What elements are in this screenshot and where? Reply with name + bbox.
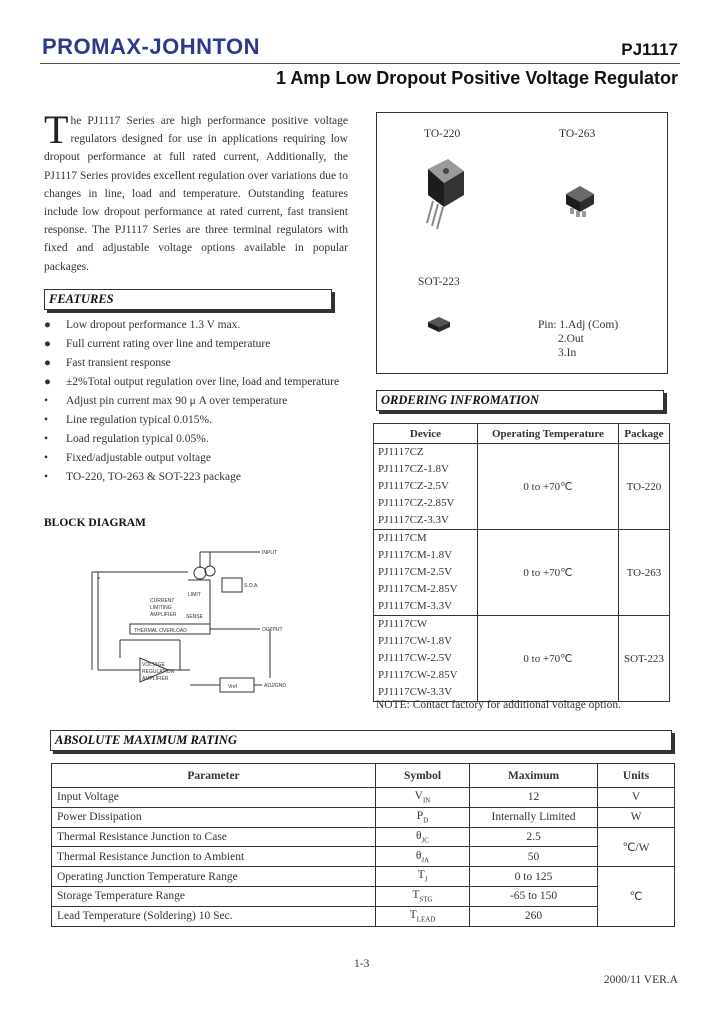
operating-temp: 0 to +70℃ — [478, 616, 619, 702]
device-name: PJ1117CM-2.5V — [378, 566, 453, 578]
intro-paragraph — [44, 107, 348, 276]
param-max: 12 — [470, 788, 598, 808]
diagram-label-adj-gnd: ADJ/GND — [264, 683, 286, 689]
label-to263: TO-263 — [559, 128, 596, 140]
device-name: PJ1117CZ-1.8V — [378, 463, 449, 475]
param-max: 50 — [470, 847, 598, 867]
param-max: -65 to 150 — [470, 886, 598, 906]
param-max: 260 — [470, 906, 598, 926]
device-list — [374, 530, 478, 616]
diagram-label-limit: LIMIT — [188, 592, 201, 598]
table-row — [52, 788, 675, 808]
block-diagram-title: BLOCK DIAGRAM — [44, 517, 146, 529]
param-symbol: $\theta_{JA}$ — [376, 847, 470, 867]
features-list — [44, 316, 344, 487]
page-number: 1-3 — [354, 958, 370, 970]
bullet-icon: ● — [44, 376, 51, 388]
bullet-icon: • — [44, 471, 49, 483]
table-row — [374, 530, 670, 616]
param-symbol: $T_{LEAD}$ — [376, 906, 470, 926]
bullet-icon: • — [44, 395, 49, 407]
param-name: Lead Temperature (Soldering) 10 Sec. — [52, 906, 376, 926]
diagram-label-soa: S.O.A. — [244, 583, 259, 589]
feature-text: TO-220, TO-263 & SOT-223 package — [66, 471, 241, 483]
device-name: PJ1117CM-3.3V — [378, 600, 453, 612]
bullet-icon: ● — [44, 357, 51, 369]
table-header-row — [374, 424, 670, 444]
label-to220: TO-220 — [424, 128, 461, 140]
list-item — [44, 316, 344, 335]
list-item — [44, 411, 344, 430]
col-symbol: Symbol — [376, 764, 470, 788]
bullet-icon: • — [44, 433, 49, 445]
device-list — [374, 444, 478, 530]
diagram-label-input: INPUT — [262, 550, 277, 556]
ordering-heading — [376, 390, 664, 411]
vref-box — [220, 678, 254, 692]
table-header-row — [52, 764, 675, 788]
bullet-icon: ● — [44, 338, 51, 350]
device-name: PJ1117CW-1.8V — [378, 635, 453, 647]
param-symbol: $\theta_{JC}$ — [376, 827, 470, 847]
abs-max-table — [51, 763, 675, 927]
feature-text: Load regulation typical 0.05%. — [66, 433, 209, 445]
feature-text: Fast transient response — [66, 357, 171, 369]
list-item — [44, 373, 344, 392]
device-name: PJ1117CW — [378, 618, 428, 630]
param-unit: W — [598, 807, 675, 827]
ordering-note: NOTE: Contact factory for additional voltage option. — [376, 699, 621, 711]
pin-line-1: Pin: 1.Adj (Com) — [538, 319, 619, 331]
param-max: 2.5 — [470, 827, 598, 847]
param-unit: V — [598, 788, 675, 808]
bullet-icon: • — [44, 452, 49, 464]
param-symbol: $P_D$ — [376, 807, 470, 827]
company-logo: PROMAX-JOHNTON — [42, 34, 261, 59]
col-package: Package — [618, 424, 669, 444]
page-title: 1 Amp Low Dropout Positive Voltage Regulator — [275, 68, 678, 88]
param-name: Input Voltage — [52, 788, 376, 808]
package-name: SOT-223 — [618, 616, 669, 702]
to263-package-icon — [562, 184, 598, 220]
feature-text: Line regulation typical 0.015%. — [66, 414, 212, 426]
table-row — [374, 616, 670, 702]
param-unit: ℃ — [598, 867, 675, 926]
col-operating-temp: Operating Temperature — [478, 424, 619, 444]
diagram-label-vra-3: AMPLIFIER — [142, 676, 169, 682]
list-item — [44, 430, 344, 449]
operating-temp: 0 to +70℃ — [478, 444, 619, 530]
device-name: PJ1117CM-2.85V — [378, 583, 458, 595]
param-name: Thermal Resistance Junction to Ambient — [52, 847, 376, 867]
list-item — [44, 392, 344, 411]
col-device: Device — [374, 424, 478, 444]
device-name: PJ1117CW-2.5V — [378, 652, 453, 664]
list-item — [44, 335, 344, 354]
list-item — [44, 468, 344, 487]
pin-line-2: 2.Out — [558, 333, 584, 345]
device-name: PJ1117CZ-3.3V — [378, 514, 449, 526]
soa-box — [222, 578, 242, 592]
param-symbol: $T_{STG}$ — [376, 886, 470, 906]
table-row — [52, 827, 675, 847]
package-panel — [376, 112, 668, 374]
feature-text: Full current rating over line and temperature — [66, 338, 271, 350]
transistor-icon — [205, 566, 215, 576]
label-sot223: SOT-223 — [418, 276, 460, 288]
feature-text: ±2%Total output regulation over line, load and temperature — [66, 376, 340, 388]
pin-line-3: 3.In — [558, 347, 577, 359]
col-units: Units — [598, 764, 675, 788]
col-maximum: Maximum — [470, 764, 598, 788]
feature-text: Low dropout performance 1.3 V max. — [66, 319, 241, 331]
table-row — [52, 847, 675, 867]
features-heading — [44, 289, 332, 310]
diagram-label-thermal: THERMAL OVERLOAD — [134, 628, 187, 634]
header-divider — [40, 63, 680, 64]
list-item — [44, 449, 344, 468]
sot223-package-icon — [426, 314, 452, 336]
device-name: PJ1117CZ-2.85V — [378, 497, 455, 509]
device-name: PJ1117CZ-2.5V — [378, 480, 449, 492]
abs-max-heading — [50, 730, 672, 751]
table-row — [52, 906, 675, 926]
bullet-icon: ● — [44, 319, 51, 331]
package-name: TO-263 — [618, 530, 669, 616]
param-symbol: $V_{IN}$ — [376, 788, 470, 808]
param-name: Operating Junction Temperature Range — [52, 867, 376, 887]
abs-max-title: ABSOLUTE MAXIMUM RATING — [55, 733, 237, 747]
param-name: Storage Temperature Range — [52, 886, 376, 906]
diagram-label-vra-2: REGULATION — [142, 669, 175, 675]
ordering-table — [373, 423, 670, 702]
param-name: Power Dissipation — [52, 807, 376, 827]
diagram-label-vref: Vref — [228, 684, 237, 690]
param-max: Internally Limited — [470, 807, 598, 827]
diagram-label-cla-2: LIMITING — [150, 605, 172, 611]
table-row — [52, 807, 675, 827]
feature-text: Adjust pin current max 90 μ A over temperature — [66, 395, 288, 407]
list-item — [44, 354, 344, 373]
version-label: 2000/11 VER.A — [603, 974, 678, 986]
diagram-label-cla-1: CURRENT — [150, 598, 175, 604]
to220-package-icon — [420, 155, 470, 230]
features-title: FEATURES — [49, 292, 114, 306]
diagram-label-cla-3: AMPLIFIER — [150, 612, 177, 618]
diagram-label-output: OUTPUT — [262, 627, 283, 633]
block-diagram — [60, 540, 360, 700]
feature-text: Fixed/adjustable output voltage — [66, 452, 212, 464]
param-max: 0 to 125 — [470, 867, 598, 887]
diagram-label-sense: SENSE — [186, 614, 203, 620]
transistor-icon — [194, 567, 206, 579]
part-number: PJ1117 — [621, 40, 678, 59]
param-name: Thermal Resistance Junction to Case — [52, 827, 376, 847]
intro-dropcap: T — [44, 107, 69, 152]
device-name: PJ1117CW-2.85V — [378, 669, 458, 681]
operating-temp: 0 to +70℃ — [478, 530, 619, 616]
table-row — [374, 444, 670, 530]
device-name: PJ1117CM — [378, 532, 427, 544]
device-name: PJ1117CM-1.8V — [378, 549, 453, 561]
intro-text: he PJ1117 Series are high performance positive voltage regulators designed for use in applications requiring low dropout performance at full rated current, Additionally, the PJ1117 Series provides excellent regulation over variations due to changes in line, load and temperature. Outstanding features include low dropout performance at rated current, fast transient response. The PJ1117 Series are three terminal regulators with fixed and adjustable voltage options available in popular packages. — [44, 115, 348, 273]
col-parameter: Parameter — [52, 764, 376, 788]
param-symbol: $T_J$ — [376, 867, 470, 887]
param-unit: ℃/W — [598, 827, 675, 867]
device-name: PJ1117CW-3.3V — [378, 686, 453, 698]
device-list — [374, 616, 478, 702]
device-name: PJ1117CZ — [378, 446, 424, 458]
table-row — [52, 886, 675, 906]
table-row — [52, 867, 675, 887]
bullet-icon: • — [44, 414, 49, 426]
package-name: TO-220 — [618, 444, 669, 530]
diagram-label-vra-1: VOLTAGE — [142, 662, 165, 668]
ordering-title: ORDERING INFROMATION — [381, 393, 540, 407]
